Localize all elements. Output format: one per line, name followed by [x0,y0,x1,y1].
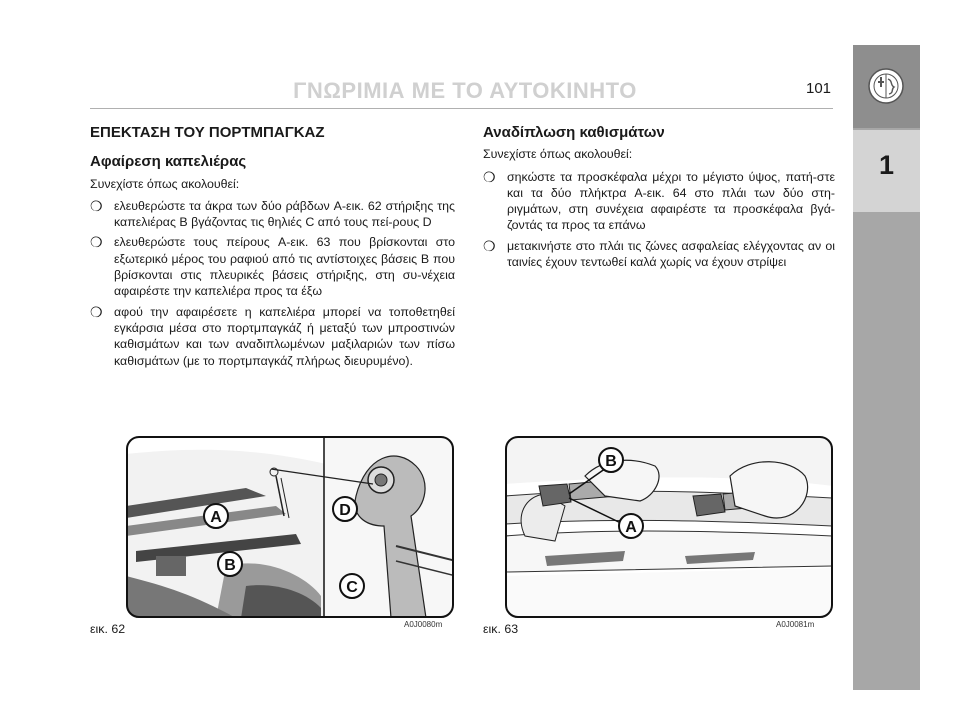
callout-b [599,448,623,472]
callout-label: B [605,453,617,470]
subsection-title: Αφαίρεση καπελιέρας [90,153,247,171]
figure-62 [126,436,454,618]
list-item-text: αφού την αφαιρέσετε η καπελιέρα μπορεί να τοποθετηθεί εγκάρσια μέσα στο πορτμπαγκάζ ή μεταξύ των μπροστινών καθισμάτων και των αναδιπλωμένων μαξιλαριών των πίσω καθισμάτων (με το πορτμπαγκάζ πλήρως διευρυμένο). [114,304,455,368]
list-item [90,304,455,369]
list-item [483,169,835,234]
intro-text: Συνεχίστε όπως ακολουθεί: [483,147,633,162]
right-column [483,125,835,274]
callout-b [218,552,242,576]
list-item-text: μετακινήστε στο πλάι τις ζώνες ασφαλείας ελέγχοντας αν οι ταινίες έχουν τεντωθεί καλά χωρίς να έχουν στρίψει [507,238,835,270]
bullet-icon: ❍ [483,237,496,254]
callout-c [340,574,364,598]
list-item [90,234,455,299]
bullet-icon: ❍ [90,234,103,251]
logo-tab [853,45,920,128]
header-divider [90,108,833,109]
callout-a [204,504,228,528]
bullet-icon: ❍ [90,303,103,320]
list-item-text: ελευθερώστε τα άκρα των δύο ράβδων A-εικ. 62 στήριξης της καπελιέρας B βγάζοντας τις θηλιές C από τους πεί-ρους D [114,198,455,230]
callout-label: B [224,557,236,574]
left-column [90,125,455,373]
callout-d [333,497,357,521]
alfa-romeo-badge-icon [867,67,905,105]
seat-pins-illustration [505,436,833,618]
list-item [483,238,835,271]
callout-label: C [346,579,358,596]
chapter-tab [853,130,920,212]
figure-63 [505,436,833,618]
callout-label: A [625,519,637,536]
subsection-title: Αναδίπλωση καθισμάτων [483,124,665,141]
section-title: ΕΠΕΚΤΑΣΗ ΤΟΥ ΠΟΡΤΜΠΑΓΚΑΖ [90,124,325,141]
chapter-title: ΓΝΩΡΙΜΙΑ ΜΕ ΤΟ ΑΥΤΟΚΙΝΗΤΟ [293,78,637,103]
list-item-text: ελευθερώστε τους πείρους A-εικ. 63 που βρίσκονται στο εξωτερικό μέρος του ραφιού από τις αντίστοιχες βάσεις B που βρίσκονται στις πλευρικές βάσεις στήριξης, στη συ-νέχεια αφαιρέστε την καπελιέρα προς τα έξω [114,235,455,299]
list-item-text: σηκώστε τα προσκέφαλα μέχρι το μέγιστο ύψος, πατή-στε και τα δύο πλήκτρα A-εικ. 64 στο πλάι των δύο στη-ριγμάτων, στη συνέχεια αφαιρέστε τα προσκέφαλα βγά-ζοντάς τα προς τα επάνω [507,169,835,233]
callout-label: A [210,509,222,526]
figure-code: A0J0080m [404,620,443,629]
page-number: 101 [806,80,832,97]
chapter-sidebar [853,45,920,690]
bullet-icon: ❍ [483,168,496,185]
bullet-icon: ❍ [90,197,103,214]
figure-caption: εικ. 62 [90,622,126,636]
figure-code: A0J0081m [776,620,815,629]
intro-text: Συνεχίστε όπως ακολουθεί: [90,176,240,191]
list-item [90,198,455,231]
figure-caption: εικ. 63 [483,622,519,636]
chapter-number: 1 [878,150,895,180]
callout-label: D [339,502,351,519]
parcel-shelf-illustration [126,436,454,618]
callout-a [619,514,643,538]
